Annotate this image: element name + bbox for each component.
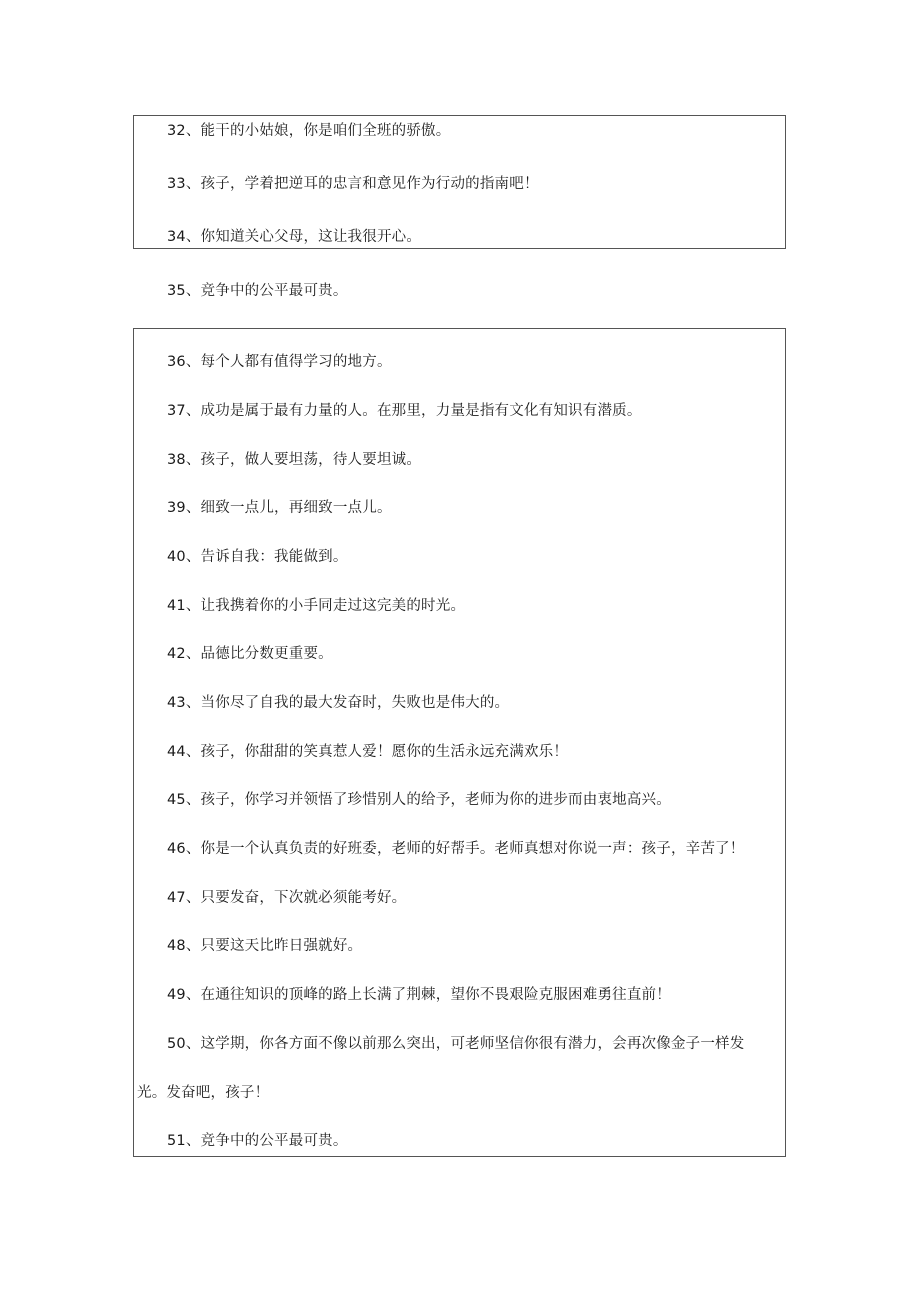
quote-42: 42、品德比分数更重要。 <box>167 646 333 662</box>
quote-47: 47、只要发奋，下次就必须能考好。 <box>167 890 407 906</box>
quote-49: 49、在通往知识的顶峰的路上长满了荆棘，望你不畏艰险克服困难勇往直前！ <box>167 987 671 1003</box>
quote-46: 46、你是一个认真负责的好班委，老师的好帮手。老师真想对你说一声：孩子，辛苦了！ <box>167 841 745 857</box>
quote-45: 45、孩子，你学习并领悟了珍惜别人的给予，老师为你的进步而由衷地高兴。 <box>167 792 671 808</box>
quote-33: 33、孩子，学着把逆耳的忠言和意见作为行动的指南吧！ <box>167 176 539 192</box>
quote-50-continued: 光。发奋吧，孩子！ <box>137 1085 270 1101</box>
quote-32: 32、能干的小姑娘，你是咱们全班的骄傲。 <box>167 123 451 139</box>
quote-35: 35、竞争中的公平最可贵。 <box>167 283 348 299</box>
quote-39: 39、细致一点儿，再细致一点儿。 <box>167 500 392 516</box>
quote-36: 36、每个人都有值得学习的地方。 <box>167 354 392 370</box>
quote-40: 40、告诉自我：我能做到。 <box>167 549 348 565</box>
quote-41: 41、让我携着你的小手同走过这完美的时光。 <box>167 598 466 614</box>
quote-50: 50、这学期，你各方面不像以前那么突出，可老师坚信你很有潜力，会再次像金子一样发 <box>167 1036 745 1052</box>
quote-51: 51、竞争中的公平最可贵。 <box>167 1133 348 1149</box>
quote-38: 38、孩子，做人要坦荡，待人要坦诚。 <box>167 452 422 468</box>
quote-44: 44、孩子，你甜甜的笑真惹人爱！愿你的生活永远充满欢乐！ <box>167 744 569 760</box>
quote-48: 48、只要这天比昨日强就好。 <box>167 938 363 954</box>
quote-34: 34、你知道关心父母，这让我很开心。 <box>167 229 422 245</box>
quote-37: 37、成功是属于最有力量的人。在那里，力量是指有文化有知识有潜质。 <box>167 403 642 419</box>
quote-43: 43、当你尽了自我的最大发奋时，失败也是伟大的。 <box>167 695 510 711</box>
